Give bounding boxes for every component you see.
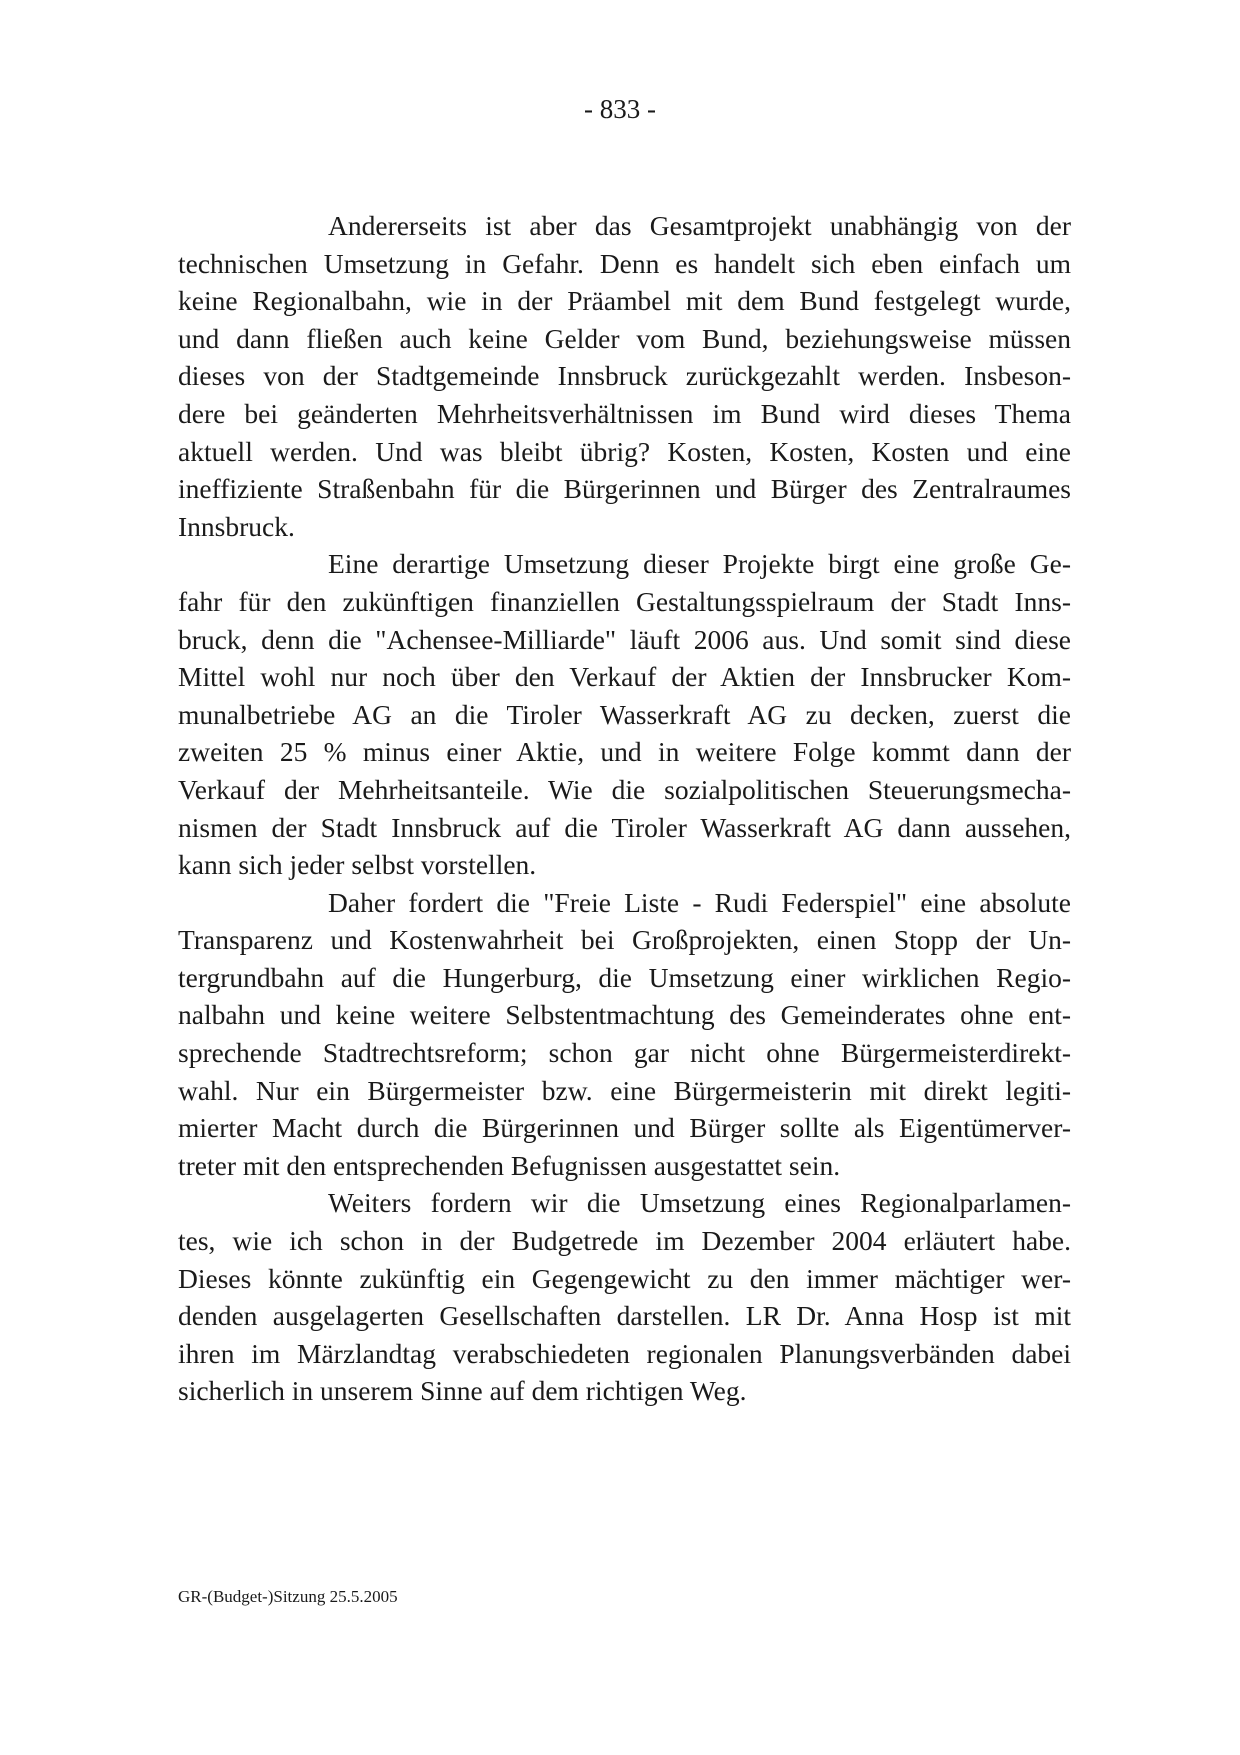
paragraph-3-line-4: nalbahn und keine weitere Selbstentmachtung des Gemeinderates ohne ent-: [178, 999, 1071, 1031]
paragraph-3-line-3: tergrundbahn auf die Hungerburg, die Umsetzung einer wirklichen Regio-: [178, 961, 1071, 993]
paragraph-1-line-3: keine Regionalbahn, wie in der Präambel mit dem Bund festgelegt wurde,: [178, 285, 1071, 317]
paragraph-2-line-5: munalbetriebe AG an die Tiroler Wasserkraft AG zu decken, zuerst die: [178, 698, 1071, 730]
paragraph-1-line-7: aktuell werden. Und was bleibt übrig? Kosten, Kosten, Kosten und eine: [178, 435, 1071, 467]
paragraph-4-line-2: tes, wie ich schon in der Budgetrede im Dezember 2004 erläutert habe.: [178, 1225, 1071, 1257]
paragraph-2-line-9: kann sich jeder selbst vorstellen.: [178, 849, 537, 881]
paragraph-1-line-5: dieses von der Stadtgemeinde Innsbruck zurückgezahlt werden. Insbeson-: [178, 360, 1071, 392]
paragraph-3-line-2: Transparenz und Kostenwahrheit bei Großprojekten, einen Stopp der Un-: [178, 924, 1071, 956]
paragraph-3-line-8: treter mit den entsprechenden Befugnissen ausgestattet sein.: [178, 1149, 841, 1181]
page-footer: GR-(Budget-)Sitzung 25.5.2005: [178, 1587, 398, 1606]
paragraph-2-line-3: bruck, denn die "Achensee-Milliarde" läuft 2006 aus. Und somit sind diese: [178, 623, 1071, 655]
paragraph-2-line-2: fahr für den zukünftigen finanziellen Gestaltungsspielraum der Stadt Inns-: [178, 585, 1071, 617]
paragraph-1-line-8: ineffiziente Straßenbahn für die Bürgerinnen und Bürger des Zentralraumes: [178, 473, 1071, 505]
paragraph-2-line-8: nismen der Stadt Innsbruck auf die Tiroler Wasserkraft AG dann aussehen,: [178, 811, 1071, 843]
paragraph-3-line-6: wahl. Nur ein Bürgermeister bzw. eine Bürgermeisterin mit direkt legiti-: [178, 1074, 1071, 1106]
paragraph-1-line-4: und dann fließen auch keine Gelder vom Bund, beziehungsweise müssen: [178, 322, 1071, 354]
paragraph-2-line-4: Mittel wohl nur noch über den Verkauf der Aktien der Innsbrucker Kom-: [178, 661, 1071, 693]
paragraph-4-line-5: ihren im Märzlandtag verabschiedeten regionalen Planungsverbänden dabei: [178, 1337, 1071, 1369]
document-body: [178, 207, 1071, 1410]
paragraph-1-line-6: dere bei geänderten Mehrheitsverhältnissen im Bund wird dieses Thema: [178, 397, 1071, 429]
paragraph-4-line-4: denden ausgelagerten Gesellschaften darstellen. LR Dr. Anna Hosp ist mit: [178, 1300, 1071, 1332]
paragraph-4-line-6: sicherlich in unserem Sinne auf dem richtigen Weg.: [178, 1375, 747, 1407]
paragraph-2-line-1: Eine derartige Umsetzung dieser Projekte birgt eine große Ge-: [328, 548, 1071, 580]
paragraph-4-line-3: Dieses könnte zukünftig ein Gegengewicht zu den immer mächtiger wer-: [178, 1262, 1071, 1294]
paragraph-4-line-1: Weiters fordern wir die Umsetzung eines Regionalparlamen-: [328, 1187, 1071, 1219]
paragraph-1-line-1: Andererseits ist aber das Gesamtprojekt unabhängig von der: [328, 210, 1071, 241]
paragraph-1-line-9: Innsbruck.: [178, 510, 295, 542]
page-number: - 833 -: [584, 94, 656, 124]
paragraph-2-line-6: zweiten 25 % minus einer Aktie, und in weitere Folge kommt dann der: [178, 736, 1071, 768]
paragraph-3-line-1: Daher fordert die "Freie Liste - Rudi Federspiel" eine absolute: [328, 886, 1071, 918]
paragraph-2-line-7: Verkauf der Mehrheitsanteile. Wie die sozialpolitischen Steuerungsmecha-: [178, 773, 1071, 805]
paragraph-3-line-7: mierter Macht durch die Bürgerinnen und Bürger sollte als Eigentümerver-: [178, 1112, 1071, 1144]
paragraph-3-line-5: sprechende Stadtrechtsreform; schon gar nicht ohne Bürgermeisterdirekt-: [178, 1037, 1071, 1069]
paragraph-1-line-2: technischen Umsetzung in Gefahr. Denn es handelt sich eben einfach um: [178, 247, 1071, 279]
